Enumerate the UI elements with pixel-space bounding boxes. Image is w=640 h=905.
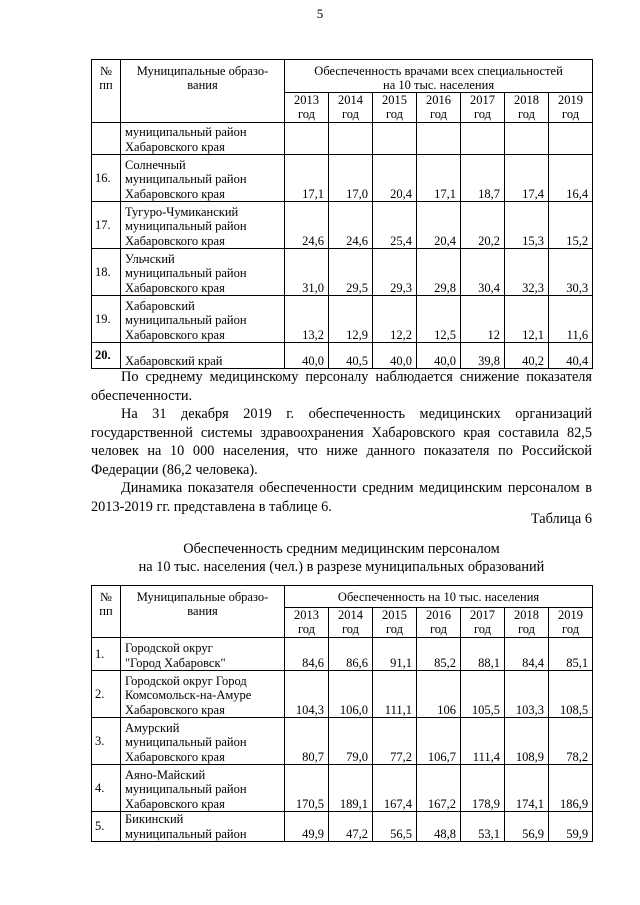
year-header: 2019 год	[549, 608, 593, 638]
table-row	[92, 249, 593, 296]
table-row	[92, 638, 593, 671]
row-index: 1.	[92, 638, 121, 671]
row-index: 3.	[92, 718, 121, 765]
value-cell: 85,1	[549, 638, 593, 671]
value-cell: 78,2	[549, 718, 593, 765]
value-cell: 59,9	[549, 812, 593, 842]
value-cell: 40,5	[329, 343, 373, 369]
value-cell: 77,2	[373, 718, 417, 765]
row-name: Бикинский муниципальный район	[121, 812, 285, 842]
value-cell: 80,7	[285, 718, 329, 765]
paragraph-block	[91, 368, 592, 516]
value-cell: 186,9	[549, 765, 593, 812]
value-cell: 12,2	[373, 296, 417, 343]
value-cell: 47,2	[329, 812, 373, 842]
table-row	[92, 718, 593, 765]
value-cell: 17,4	[505, 155, 549, 202]
value-cell: 29,8	[417, 249, 461, 296]
value-cell: 189,1	[329, 765, 373, 812]
value-cell: 103,3	[505, 671, 549, 718]
year-header: 2015 год	[373, 608, 417, 638]
value-cell: 24,6	[329, 202, 373, 249]
row-name: Городской округ Город Комсомольск-на-Амуре Хабаровского края	[121, 671, 285, 718]
value-cell: 12,9	[329, 296, 373, 343]
value-cell: 16,4	[549, 155, 593, 202]
col-group-header: Обеспеченность на 10 тыс. населения	[285, 586, 593, 608]
value-cell: 167,4	[373, 765, 417, 812]
value-cell: 108,9	[505, 718, 549, 765]
row-index: 18.	[92, 249, 121, 296]
table-row	[92, 155, 593, 202]
year-header: 2015 год	[373, 93, 417, 123]
year-header: 2013 год	[285, 93, 329, 123]
value-cell: 84,6	[285, 638, 329, 671]
table-row	[92, 765, 593, 812]
value-cell: 12,1	[505, 296, 549, 343]
value-cell: 12,5	[417, 296, 461, 343]
year-header: 2013 год	[285, 608, 329, 638]
col-name-header: Муниципальные образо- вания	[121, 586, 285, 638]
value-cell: 20,2	[461, 202, 505, 249]
table-row	[92, 812, 593, 842]
row-index: 16.	[92, 155, 121, 202]
value-cell: 40,0	[373, 343, 417, 369]
row-name: Амурский муниципальный район Хабаровского края	[121, 718, 285, 765]
year-header: 2014 год	[329, 608, 373, 638]
row-index: 20.	[92, 343, 121, 369]
year-header: 2016 год	[417, 93, 461, 123]
value-cell: 15,2	[549, 202, 593, 249]
table-row	[92, 343, 593, 369]
row-name: Аяно-Майский муниципальный район Хабаровского края	[121, 765, 285, 812]
nurses-table	[91, 585, 593, 842]
row-name: Тугуро-Чумиканский муниципальный район Хабаровского края	[121, 202, 285, 249]
year-header: 2017 год	[461, 93, 505, 123]
value-cell: 11,6	[549, 296, 593, 343]
value-cell: 174,1	[505, 765, 549, 812]
value-cell: 40,4	[549, 343, 593, 369]
value-cell: 13,2	[285, 296, 329, 343]
table-label: Таблица 6	[530, 511, 592, 527]
value-cell: 108,5	[549, 671, 593, 718]
page-number: 5	[316, 6, 324, 21]
value-cell: 111,4	[461, 718, 505, 765]
year-header: 2018 год	[505, 93, 549, 123]
table-row	[92, 123, 593, 155]
value-cell: 48,8	[417, 812, 461, 842]
value-cell: 111,1	[373, 671, 417, 718]
row-name: Городской округ "Город Хабаровск"	[121, 638, 285, 671]
year-header: 2017 год	[461, 608, 505, 638]
value-cell: 167,2	[417, 765, 461, 812]
col-group-header: Обеспеченность врачами всех специальностей на 10 тыс. населения	[285, 60, 593, 93]
value-cell: 56,9	[505, 812, 549, 842]
row-index: 2.	[92, 671, 121, 718]
year-header: 2014 год	[329, 93, 373, 123]
value-cell: 79,0	[329, 718, 373, 765]
value-cell: 30,3	[549, 249, 593, 296]
value-cell: 17,1	[285, 155, 329, 202]
value-cell: 56,5	[373, 812, 417, 842]
paragraph-2: На 31 декабря 2019 г. обеспеченность медицинских организаций государственной системы здравоохранения Хабаровского края составила 82,5 человек на 10 000 населения, что ниже данного показателя по Российской Федерации (86,2 человека).	[91, 406, 592, 478]
value-cell: 17,1	[417, 155, 461, 202]
value-cell: 18,7	[461, 155, 505, 202]
value-cell: 30,4	[461, 249, 505, 296]
value-cell: 106,0	[329, 671, 373, 718]
value-cell: 20,4	[373, 155, 417, 202]
row-name: муниципальный район Хабаровского края	[121, 123, 285, 155]
row-name: Ульчский муниципальный район Хабаровского края	[121, 249, 285, 296]
row-index: 4.	[92, 765, 121, 812]
row-index: 19.	[92, 296, 121, 343]
year-header: 2019 год	[549, 93, 593, 123]
value-cell: 12	[461, 296, 505, 343]
paragraph-1: По среднему медицинскому персоналу наблюдается снижение показателя обеспеченности.	[91, 369, 592, 404]
value-cell: 88,1	[461, 638, 505, 671]
row-name: Хабаровский край	[121, 343, 285, 369]
year-header: 2018 год	[505, 608, 549, 638]
row-index: 17.	[92, 202, 121, 249]
value-cell: 29,5	[329, 249, 373, 296]
row-name: Хабаровский муниципальный район Хабаровского края	[121, 296, 285, 343]
col-name-header: Муниципальные образо- вания	[121, 60, 285, 123]
value-cell: 106	[417, 671, 461, 718]
col-index-header: № пп	[92, 60, 121, 123]
value-cell: 85,2	[417, 638, 461, 671]
value-cell: 84,4	[505, 638, 549, 671]
value-cell: 86,6	[329, 638, 373, 671]
table-row	[92, 296, 593, 343]
value-cell: 17,0	[329, 155, 373, 202]
value-cell: 20,4	[417, 202, 461, 249]
value-cell: 15,3	[505, 202, 549, 249]
table-title: Обеспеченность средним медицинским персоналом на 10 тыс. населения (чел.) в разрезе муниципальных образований	[138, 541, 545, 575]
value-cell: 25,4	[373, 202, 417, 249]
value-cell: 91,1	[373, 638, 417, 671]
value-cell: 29,3	[373, 249, 417, 296]
row-name: Солнечный муниципальный район Хабаровского края	[121, 155, 285, 202]
value-cell: 40,2	[505, 343, 549, 369]
value-cell: 31,0	[285, 249, 329, 296]
year-header: 2016 год	[417, 608, 461, 638]
value-cell: 49,9	[285, 812, 329, 842]
value-cell: 53,1	[461, 812, 505, 842]
value-cell: 106,7	[417, 718, 461, 765]
table-row	[92, 671, 593, 718]
table-row	[92, 202, 593, 249]
row-index: 5.	[92, 812, 121, 842]
value-cell: 170,5	[285, 765, 329, 812]
paragraph-3: Динамика показателя обеспеченности средним медицинским персоналом в 2013-2019 гг. представлена в таблице 6.	[91, 480, 592, 515]
value-cell: 40,0	[417, 343, 461, 369]
physicians-table	[91, 59, 593, 369]
col-index-header: № пп	[92, 586, 121, 638]
value-cell: 178,9	[461, 765, 505, 812]
value-cell: 40,0	[285, 343, 329, 369]
value-cell: 32,3	[505, 249, 549, 296]
value-cell: 39,8	[461, 343, 505, 369]
value-cell: 24,6	[285, 202, 329, 249]
value-cell: 104,3	[285, 671, 329, 718]
value-cell: 105,5	[461, 671, 505, 718]
